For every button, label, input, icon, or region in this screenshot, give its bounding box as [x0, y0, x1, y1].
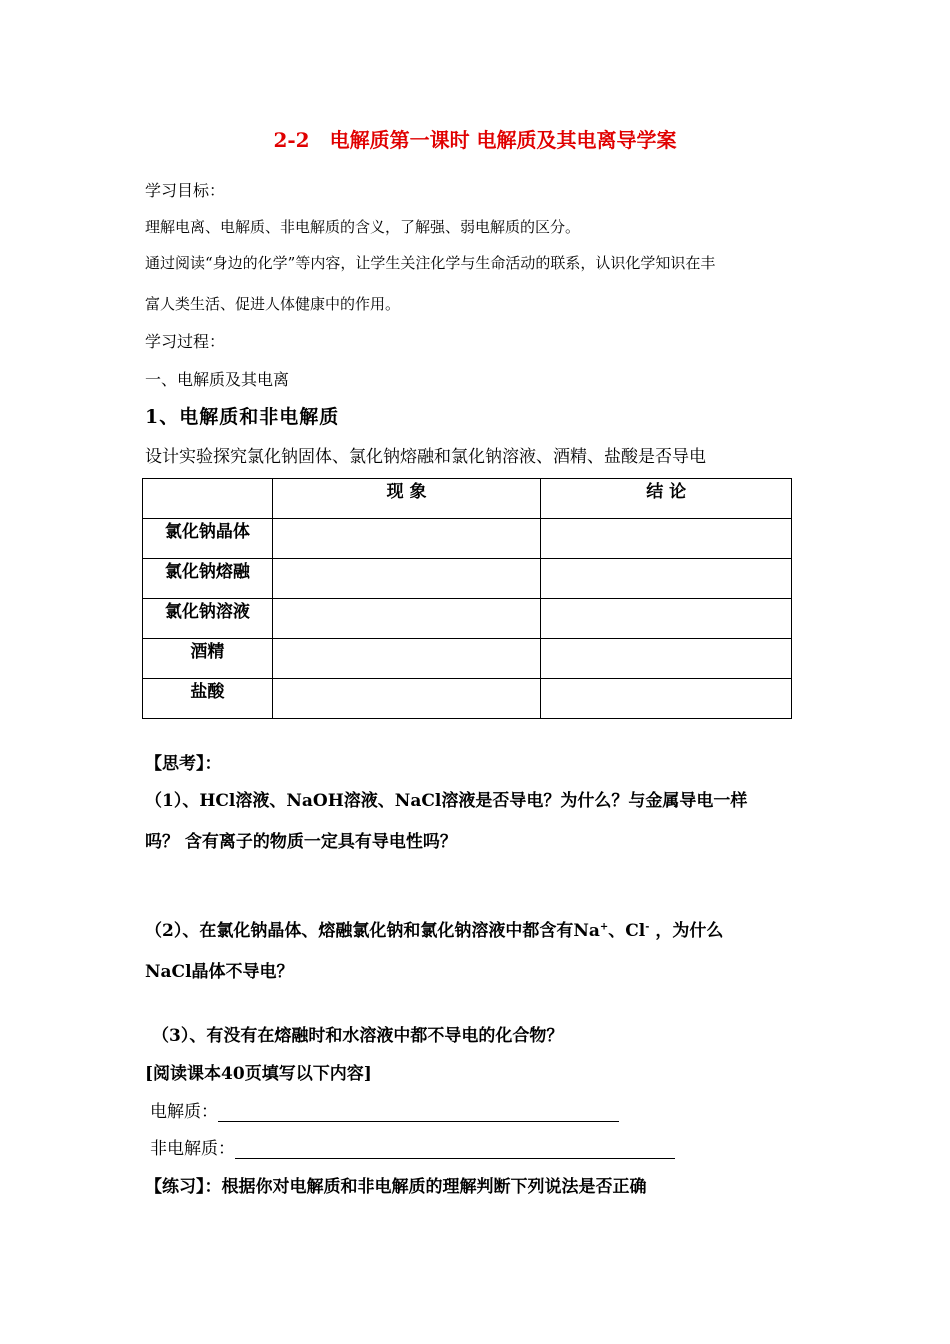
process-heading: 学习过程： — [145, 332, 226, 351]
row-label: 酒精 — [143, 639, 273, 679]
question-2-line-1 — [145, 916, 723, 941]
experiment-intro: 设计实验探究氯化钠固体、氯化钠熔融和氯化钠溶液、酒精、盐酸是否导电 — [145, 447, 706, 467]
goal-2-line-1: 通过阅读“身边的化学”等内容，让学生关注化学与生命活动的联系，认识化学知识在丰 — [145, 254, 716, 272]
table-row — [143, 599, 792, 639]
think-heading: 【思考】： — [145, 754, 222, 774]
table-row — [143, 679, 792, 719]
experiment-table — [142, 478, 792, 719]
page-title: 2-2 电解质第一课时 电解质及其电离导学案 — [273, 128, 677, 152]
table-header-conclusion: 结 论 — [541, 479, 792, 519]
table-header-cell — [143, 479, 273, 519]
electrolyte-row — [150, 1097, 619, 1122]
question-2-line-2: NaCl晶体不导电？ — [145, 962, 294, 982]
table-header-row — [143, 479, 792, 519]
subsection-heading: 1、电解质和非电解质 — [145, 406, 340, 428]
row-label: 盐酸 — [143, 679, 273, 719]
conclusion-cell[interactable] — [541, 639, 792, 679]
nonelectrolyte-label: 非电解质： — [150, 1139, 235, 1159]
electrolyte-blank[interactable] — [218, 1105, 619, 1122]
phenomenon-cell[interactable] — [272, 559, 541, 599]
phenomenon-cell[interactable] — [272, 599, 541, 639]
table-row — [143, 559, 792, 599]
nonelectrolyte-blank[interactable] — [235, 1142, 675, 1159]
row-label: 氯化钠熔融 — [143, 559, 273, 599]
practice-heading: 【练习】：根据你对电解质和非电解质的理解判断下列说法是否正确 — [145, 1177, 647, 1197]
phenomenon-cell[interactable] — [272, 679, 541, 719]
table-row — [143, 519, 792, 559]
table-row — [143, 639, 792, 679]
chloride-charge: - — [645, 921, 650, 933]
phenomenon-cell[interactable] — [272, 639, 541, 679]
conclusion-cell[interactable] — [541, 679, 792, 719]
question-2-text-c: ，为什么 — [649, 921, 724, 941]
conclusion-cell[interactable] — [541, 599, 792, 639]
section-heading: 一、电解质及其电离 — [145, 370, 290, 389]
question-1-line-1: （1）、HCl溶液、NaOH溶液、NaCl溶液是否导电？为什么？与金属导电一样 — [145, 791, 748, 811]
reading-task: [阅读课本40页填写以下内容] — [145, 1064, 372, 1084]
sodium-charge: + — [599, 921, 609, 933]
goals-heading: 学习目标： — [145, 181, 226, 200]
row-label: 氯化钠晶体 — [143, 519, 273, 559]
phenomenon-cell[interactable] — [272, 519, 541, 559]
question-2-text-a: （2）、在氯化钠晶体、熔融氯化钠和氯化钠溶液中都含有Na — [145, 921, 600, 941]
row-label: 氯化钠溶液 — [143, 599, 273, 639]
electrolyte-label: 电解质： — [150, 1102, 218, 1122]
goal-2-line-2: 富人类生活、促进人体健康中的作用。 — [145, 295, 401, 313]
table-header-phenomenon: 现 象 — [272, 479, 541, 519]
question-3: （3）、有没有在熔融时和水溶液中都不导电的化合物？ — [152, 1026, 564, 1046]
conclusion-cell[interactable] — [541, 519, 792, 559]
question-1-line-2: 吗？ 含有离子的物质一定具有导电性吗？ — [145, 832, 457, 852]
question-2-text-b: 、Cl — [608, 921, 646, 941]
nonelectrolyte-row — [150, 1134, 675, 1159]
conclusion-cell[interactable] — [541, 559, 792, 599]
goal-1: 理解电离、电解质、非电解质的含义，了解强、弱电解质的区分。 — [145, 218, 581, 236]
